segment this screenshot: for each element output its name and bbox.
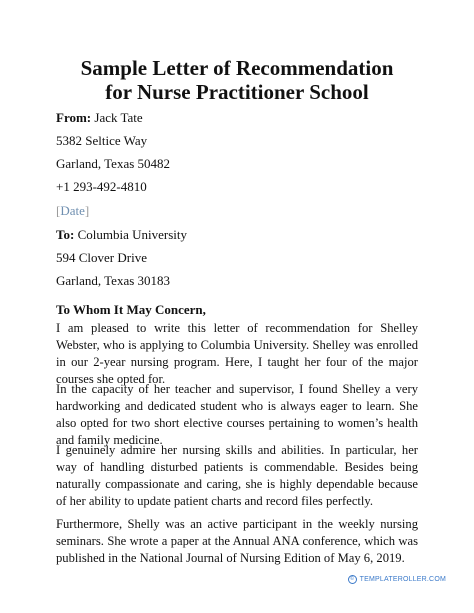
sender-phone: +1 293-492-4810	[56, 179, 147, 194]
sender-city: Garland, Texas 50482	[56, 156, 171, 171]
title-line-1: Sample Letter of Recommendation	[80, 56, 394, 80]
recipient-city: Garland, Texas 30183	[56, 273, 171, 288]
sender-name: Jack Tate	[94, 110, 143, 125]
to-label: To:	[56, 227, 75, 242]
date-placeholder	[56, 203, 89, 219]
recipient-street: 594 Clover Drive	[56, 250, 147, 265]
recipient-name: Columbia University	[77, 227, 187, 242]
date-close-bracket: ]	[84, 203, 90, 218]
footer-brand[interactable]	[348, 575, 446, 584]
sender-name-line	[56, 110, 143, 126]
recipient-name-line	[56, 227, 187, 243]
date-open-bracket: [	[56, 203, 61, 218]
footer-text[interactable]: TEMPLATEROLLER.COM	[359, 576, 446, 583]
paragraph-4: Furthermore, Shelly was an active participant in the weekly nursing seminars. She wrote a paper at the Annual ANA conference, which was published in the National Journal of Nursing Edition of May 6, 2019.	[56, 517, 418, 565]
copyright-icon: ©	[348, 575, 357, 584]
from-label: From:	[56, 110, 92, 125]
date-text: Date	[60, 203, 85, 218]
salutation: To Whom It May Concern,	[56, 302, 206, 317]
title-line-2: for Nurse Practitioner School	[105, 80, 369, 104]
sender-street: 5382 Seltice Way	[56, 133, 148, 148]
paragraph-1: I am pleased to write this letter of recommendation for Shelley Webster, who is applying to Columbia University. Shelley was enrolled in our 2-year nursing program. Here, I taught her four of the major courses she opted for.	[56, 321, 418, 386]
paragraph-3: I genuinely admire her nursing skills and abilities. In particular, her way of handling disturbed patients is commendable. Besides being naturally compassionate and caring, she is highly dependable because of her ability to update patient charts and record files perfectly.	[56, 443, 418, 508]
paragraph-2: In the capacity of her teacher and supervisor, I found Shelley a very hardworking and dedicated student who is always eager to learn. She also opted for two short elective courses pertaining to women’s health and family medicine.	[56, 382, 418, 447]
